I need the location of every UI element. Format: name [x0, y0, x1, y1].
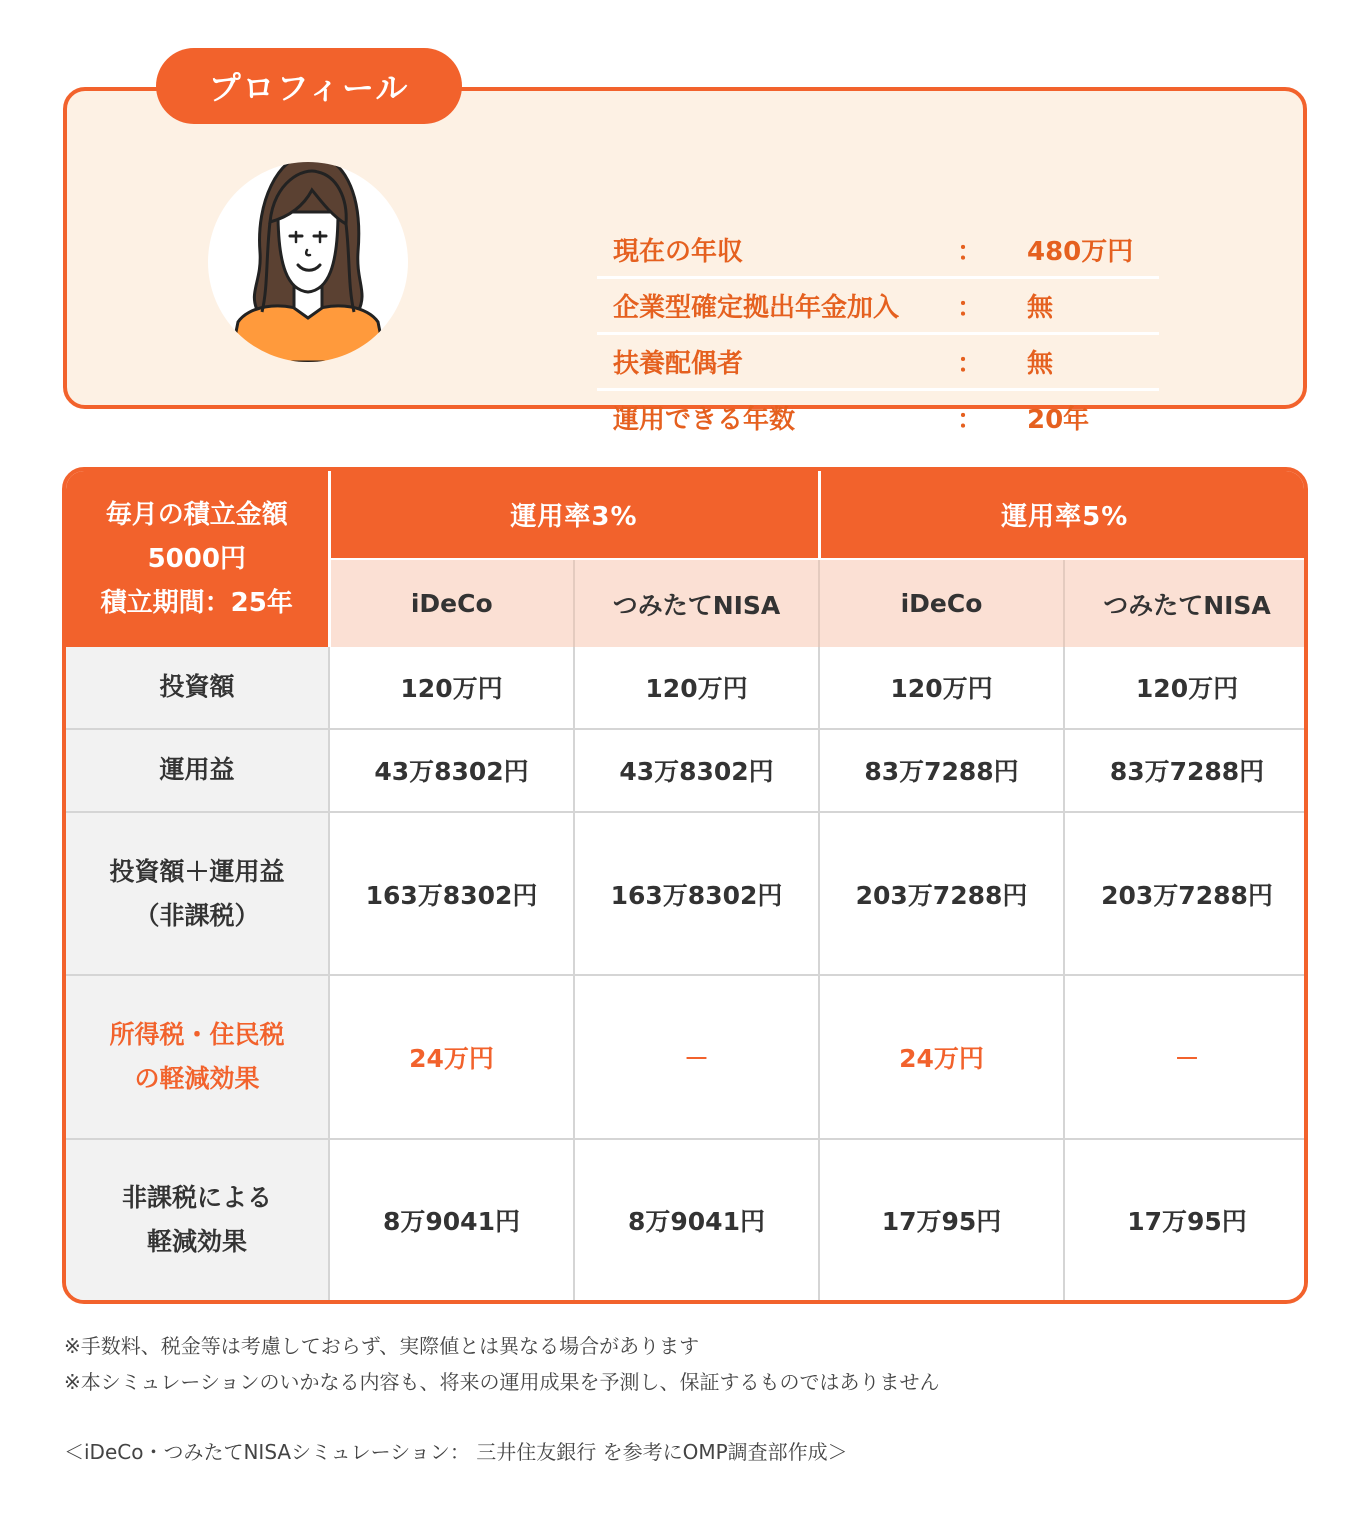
row-header-investment	[66, 647, 329, 729]
row-header-line: 軽減効果	[146, 1226, 247, 1256]
rate-header-3: 運用率3%	[329, 471, 819, 559]
row-header-line: の軽減効果	[134, 1063, 260, 1093]
simulation-table	[66, 471, 1308, 1300]
table-row	[66, 975, 1308, 1138]
table-cell: 163万8302円	[329, 812, 574, 975]
rate-header-5: 運用率5%	[819, 471, 1308, 559]
note-line: ※手数料、税金等は考慮しておらず、実際値とは異なる場合があります	[64, 1334, 700, 1358]
table-cell: 120万円	[329, 647, 574, 729]
row-header-line: 所得税・住民税	[109, 1019, 285, 1049]
row-header-total	[66, 812, 329, 975]
table-cell: 17万95円	[819, 1139, 1064, 1300]
profile-row-spouse	[597, 335, 1159, 391]
avatar	[208, 162, 408, 362]
row-header-returns	[66, 729, 329, 812]
table-cell: 83万7288円	[819, 729, 1064, 812]
source-citation: ＜iDeCo・つみたてNISAシミュレーション： 三井住友銀行 を参考にOMP調査部作成＞	[64, 1440, 848, 1464]
row-header-line: （非課税）	[134, 900, 260, 930]
comparison-table	[62, 467, 1308, 1304]
disclaimer-notes	[64, 1328, 940, 1400]
table-row	[66, 647, 1308, 729]
profile-tab-label: プロフィール	[156, 48, 462, 124]
plan-header: つみたてNISA	[574, 559, 819, 647]
table-cell: 203万7288円	[819, 812, 1064, 975]
row-header-tax-free-effect	[66, 1139, 329, 1300]
table-cell: 120万円	[574, 647, 819, 729]
table-cell: 120万円	[1064, 647, 1308, 729]
table-row	[66, 1139, 1308, 1300]
profile-label: 現在の年収	[613, 237, 744, 267]
table-cell: 203万7288円	[1064, 812, 1308, 975]
profile-colon: ：	[957, 293, 984, 323]
period-label: 積立期間：25年	[100, 588, 293, 618]
plan-header: iDeCo	[819, 559, 1064, 647]
table-cell: 83万7288円	[1064, 729, 1308, 812]
profile-row-income	[597, 223, 1159, 279]
plan-header: iDeCo	[329, 559, 574, 647]
note-line: ※本シミュレーションのいかなる内容も、将来の運用成果を予測し、保証するものではありません	[64, 1370, 940, 1394]
profile-colon: ：	[957, 349, 984, 379]
table-corner-cell	[66, 471, 329, 647]
row-header-line: 運用益	[159, 755, 235, 785]
row-header-line: 非課税による	[121, 1182, 272, 1212]
table-row	[66, 812, 1308, 975]
table-cell: 120万円	[819, 647, 1064, 729]
table-cell: 24万円	[329, 975, 574, 1138]
plan-header: つみたてNISA	[1064, 559, 1308, 647]
profile-label: 企業型確定拠出年金加入	[613, 293, 900, 323]
profile-colon: ：	[957, 237, 984, 267]
table-cell: 163万8302円	[574, 812, 819, 975]
table-cell: 24万円	[819, 975, 1064, 1138]
table-cell: 43万8302円	[574, 729, 819, 812]
row-header-tax-reduction	[66, 975, 329, 1138]
monthly-amount-value: 5000円	[147, 544, 246, 574]
profile-value: 無	[1027, 349, 1054, 379]
profile-value: 20年	[1027, 405, 1090, 435]
profile-row-years	[597, 391, 1159, 447]
table-cell: 17万95円	[1064, 1139, 1308, 1300]
table-cell: －	[574, 975, 819, 1138]
profile-row-corporate-dc	[597, 279, 1159, 335]
row-header-line: 投資額	[159, 672, 235, 702]
table-cell: －	[1064, 975, 1308, 1138]
profile-label: 運用できる年数	[613, 405, 796, 435]
row-header-line: 投資額＋運用益	[109, 856, 285, 886]
table-cell: 43万8302円	[329, 729, 574, 812]
profile-value: 無	[1027, 293, 1054, 323]
woman-avatar-icon	[208, 162, 408, 362]
profile-colon: ：	[957, 405, 984, 435]
table-row	[66, 729, 1308, 812]
profile-label: 扶養配偶者	[613, 349, 744, 379]
table-cell: 8万9041円	[329, 1139, 574, 1300]
monthly-amount-label: 毎月の積立金額	[105, 500, 288, 530]
table-cell: 8万9041円	[574, 1139, 819, 1300]
profile-info-list	[597, 223, 1159, 447]
profile-value: 480万円	[1027, 237, 1134, 267]
